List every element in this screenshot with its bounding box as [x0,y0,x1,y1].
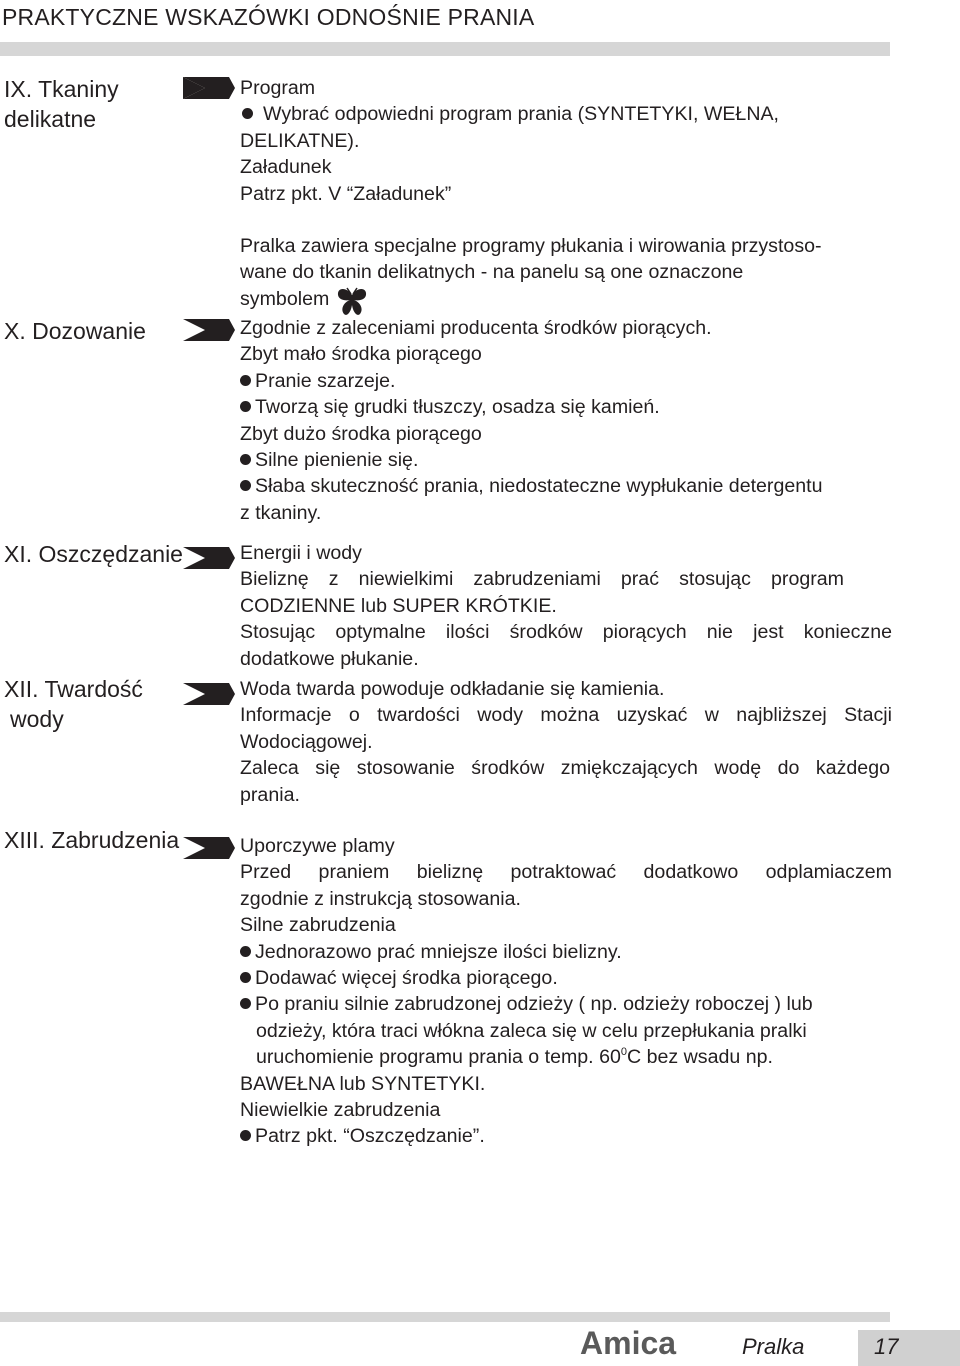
bullet [240,946,251,957]
double-arrow-right-icon [183,77,235,99]
header-rule [0,42,890,56]
section-content: Program Wybrać odpowiedni program prania (SYNTETYKI, WEŁNA, DELIKATNE). Załadunek Patrz pkt. V “Załadunek” Pralka zawiera specjalne programy płukania i wirowania przystoso- wane do tkanin delikatnych - na panelu są one oznaczone symbolem [240,75,892,317]
footer-rule [0,1312,890,1322]
section-label: IX. Tkaniny delikatne [4,76,119,132]
section-label: XII. Twardość wody [4,676,143,732]
bullet [240,972,251,983]
section-content: Uporczywe plamy Przed praniem bieliznę potraktować dodatkowo odplamiaczem zgodnie z instrukcją stosowania. Silne zabrudzenia Jednorazowo prać mniejsze ilości bielizny. Dodawać więcej środka piorącego. Po praniu silnie zabrudzonej odzieży ( np. odzieży roboczej ) lub odzieży, która traci włókna zaleca się w celu przepłukania pralki uruchomienie programu prania o temp. $60^0C$ bez wsadu np. BAWEŁNA lub SYNTETYKI. Niewielkie zabrudzenia Patrz pkt. “Oszczędzanie”. [240,835,892,1148]
double-arrow-right-icon [183,837,235,859]
section-label: XI. Oszczędzanie [4,541,183,567]
double-arrow-right-icon [183,547,235,569]
amica-logo [580,1326,682,1360]
page-number: 17 [874,1334,899,1359]
section-label: XIII. Zabrudzenia [4,827,180,853]
section-content: Woda twarda powoduje odkładanie się kamienia. Informacje o twardości wody można uzyskać w najbliższej Stacji Wodociągowej. Zaleca się stosowanie środków zmiękczających wodę do każdego prania. [240,678,892,806]
section-label: X. Dozowanie [4,318,146,344]
bullet [242,108,253,119]
section-content: Zgodnie z zaleceniami producenta środków piorących. Zbyt mało środka piorącego Pranie szarzeje. Tworzą się grudki tłuszczy, osadza się kamień. Zbyt dużo środka piorącego Silne pienienie się. Słaba skuteczność prania, niedostateczne wypłukanie detergentu z tkaniny. [240,317,823,524]
page-title: PRAKTYCZNE WSKAZÓWKI ODNOŚNIE PRANIA [2,4,535,30]
double-arrow-right-icon [183,319,235,341]
bullet [240,375,251,386]
section-content: Energii i wody Bieliznę z niewielkimi zabrudzeniami prać stosując program CODZIENNE lub SUPER KRÓTKIE. Stosując optymalne ilości środków piorących nie jest konieczne dodatkowe płukanie. [240,542,892,670]
bullet [240,998,251,1009]
bullet [240,480,251,491]
double-arrow-right-icon [183,683,235,705]
bullet [240,401,251,412]
bullet [240,1130,251,1141]
butterfly-icon [335,287,369,317]
bullet [240,454,251,465]
footer-product-name: Pralka [742,1334,805,1359]
svg-text:Amica: Amica [580,1326,677,1360]
